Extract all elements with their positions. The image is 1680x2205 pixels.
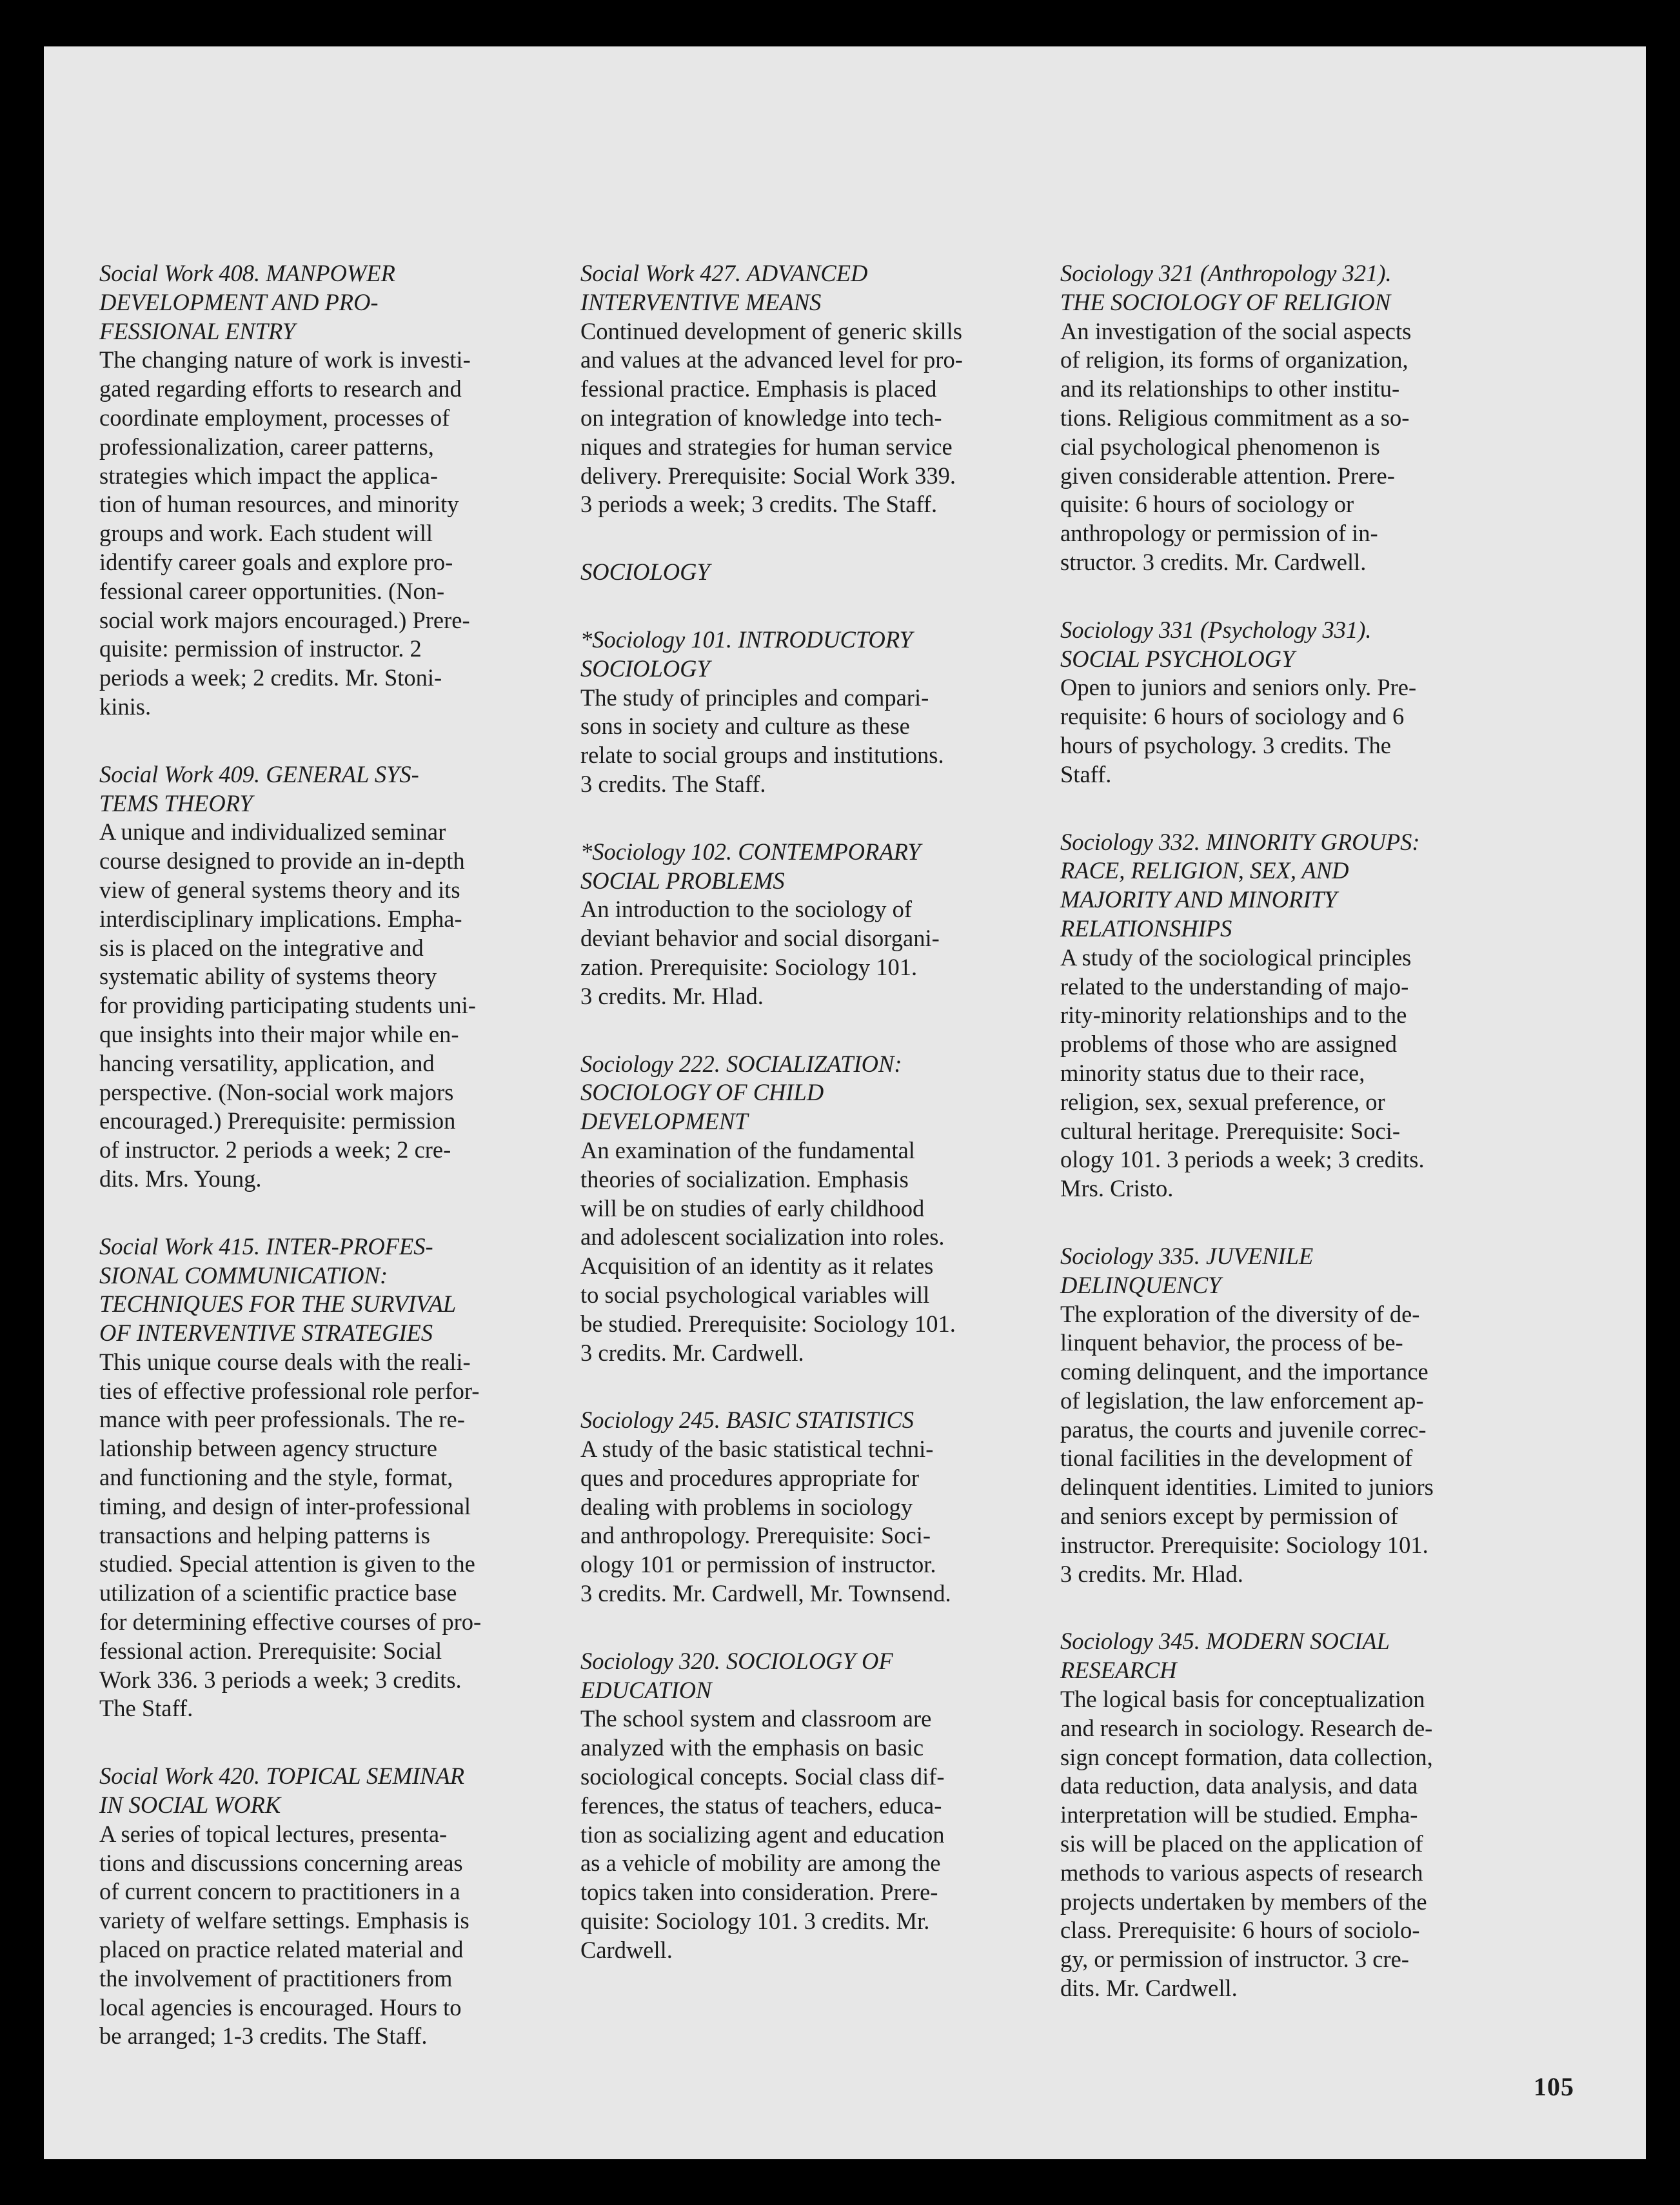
course-title: *Sociology 102. CONTEMPORARY SOCIAL PROBLEMS (580, 838, 921, 894)
course-description: The changing nature of work is investi- gated regarding efforts to research and coordinate employment, processes of professionalization, career patterns, strategies which impact the applica- tion of human resources, and minority groups and work. Each student will identify career goals and explore pro- fessional career opportunities. (Non- social work majors encouraged.) Prere- quisite: permission of instructor. 2 periods a week; 2 credits. Mr. Stoni- kinis. (99, 346, 471, 720)
course-entry (580, 1406, 1019, 1608)
course-title: Social Work 408. MANPOWER DEVELOPMENT AND PRO- FESSIONAL ENTRY (99, 260, 395, 344)
course-title: Social Work 409. GENERAL SYS- TEMS THEORY (99, 760, 419, 816)
course-description: Open to juniors and seniors only. Pre- requisite: 6 hours of sociology and 6 hours of psychology. 3 credits. The Staff. (1060, 674, 1417, 787)
course-title: Sociology 321 (Anthropology 321). THE SOCIOLOGY OF RELIGION (1060, 260, 1392, 315)
course-title: Sociology 245. BASIC STATISTICS (580, 1407, 914, 1434)
course-entry (99, 259, 538, 722)
course-entry (580, 1050, 1019, 1368)
course-entry (580, 626, 1019, 799)
course-title: *Sociology 101. INTRODUCTORY SOCIOLOGY (580, 626, 913, 682)
course-description: An introduction to the sociology of deviant behavior and social disorgani- zation. Prerequisite: Sociology 101. 3 credits. Mr. Hlad. (580, 896, 940, 1009)
course-description: The logical basis for conceptualization and research in sociology. Research de- sign concept formation, data collection, data reduction, data analysis, and data interpretation will be studied. Empha- sis will be placed on the application of methods to various aspects of research projects undertaken by members of the class. Prerequisite: 6 hours of sociolo- gy, or permission of instructor. 3 cre- dits. Mr. Cardwell. (1060, 1686, 1433, 2002)
course-description: The study of principles and compari- sons in society and culture as these relate to social groups and institutions. 3 credits. The Staff. (580, 684, 944, 797)
course-entry (1060, 616, 1499, 789)
course-description: An investigation of the social aspects of religion, its forms of organization, and its relationships to other institu- tions. Religious commitment as a so- cial psychological phenomenon is given considerable attention. Prere- quisite: 6 hours of sociology or anthropology or permission of in- structor. 3 credits. Mr. Cardwell. (1060, 317, 1412, 575)
course-entry (99, 760, 538, 1194)
course-entry (1060, 1242, 1499, 1589)
course-description: Continued development of generic skills and values at the advanced level for pro- fessional practice. Emphasis is placed on integration of knowledge into tech- niques and strategies for human service delivery. Prerequisite: Social Work 339. 3 periods a week; 3 credits. The Staff. (580, 317, 963, 518)
course-entry (99, 1762, 538, 2051)
course-description: The school system and classroom are analyzed with the emphasis on basic sociological concepts. Social class dif- ferences, the status of teachers, educa- tion as socializing agent and education as a vehicle of mobility are among the topics taken into consideration. Prere- quisite: Sociology 101. 3 credits. Mr. Cardwell. (580, 1705, 945, 1963)
column-2 (580, 259, 1019, 2004)
course-title: Social Work 427. ADVANCED INTERVENTIVE MEANS (580, 260, 868, 315)
course-description: A series of topical lectures, presenta- tions and discussions concerning areas of current concern to practitioners in a variety of welfare settings. Emphasis is placed on practice related material and the involvement of practitioners from local agencies is encouraged. Hours to be arranged; 1-3 credits. The Staff. (99, 1820, 469, 2050)
course-title: Sociology 331 (Psychology 331). SOCIAL PSYCHOLOGY (1060, 616, 1372, 672)
catalog-page (44, 46, 1646, 2159)
column-3 (1060, 259, 1499, 2042)
course-description: A study of the basic statistical techni- ques and procedures appropriate for dealing with problems in sociology and anthropology. Prerequisite: Soci- ology 101 or permission of instructor. 3 credits. Mr. Cardwell, Mr. Townsend. (580, 1436, 951, 1607)
course-title: Social Work 415. INTER-PROFES- SIONAL COMMUNICATION: TECHNIQUES FOR THE SURVIVAL OF INTERVENTIVE STRATEGIES (99, 1232, 457, 1347)
course-entry (580, 259, 1019, 519)
page-number: 105 (1534, 2072, 1574, 2101)
section-heading: SOCIOLOGY (580, 559, 710, 586)
course-description: This unique course deals with the reali- ties of effective professional role perfor- mance with peer professionals. The re- lationship between agency structure and functioning and the style, format, timing, and design of inter-professional transactions and helping patterns is studied. Special attention is given to the utilization of a scientific practice base for determining effective courses of pro- fessional action. Prerequisite: Social Work 336. 3 periods a week; 3 credits. The Staff. (99, 1348, 482, 1722)
course-title: Sociology 222. SOCIALIZATION: SOCIOLOGY OF CHILD DEVELOPMENT (580, 1050, 902, 1135)
course-title: Sociology 335. JUVENILE DELINQUENCY (1060, 1242, 1314, 1298)
course-description: A unique and individualized seminar course designed to provide an in-depth view of general systems theory and its interdisciplinary implications. Empha- sis is placed on the integrative and systematic ability of systems theory for providing participating students uni- que insights into their major while en- hancing versatility, application, and perspective. (Non-social work majors encouraged.) Prerequisite: permission of instructor. 2 periods a week; 2 cre- dits. Mrs. Young. (99, 818, 476, 1192)
course-entry (580, 838, 1019, 1011)
course-title: Sociology 345. MODERN SOCIAL RESEARCH (1060, 1628, 1390, 1684)
course-description: An examination of the fundamental theories of socialization. Emphasis will be on studies of early childhood and adolescent socialization into roles. Acquisition of an identity as it relates to social psychological variables will be studied. Prerequisite: Sociology 101. 3 credits. Mr. Cardwell. (580, 1136, 956, 1366)
course-title: Sociology 320. SOCIOLOGY OF EDUCATION (580, 1647, 893, 1703)
column-1 (99, 259, 538, 2090)
course-entry (580, 1647, 1019, 1965)
course-description: A study of the sociological principles related to the understanding of majo- rity-minority relationships and to the problems of those who are assigned minority status due to their race, religion, sex, sexual preference, or cultural heritage. Prerequisite: Soci- ology 101. 3 periods a week; 3 credits. Mrs. Cristo. (1060, 944, 1425, 1202)
course-entry (1060, 1627, 1499, 2002)
course-title: Sociology 332. MINORITY GROUPS: RACE, RELIGION, SEX, AND MAJORITY AND MINORITY RELATIONSHIPS (1060, 828, 1420, 942)
course-entry (1060, 259, 1499, 577)
course-entry (99, 1232, 538, 1724)
course-entry (1060, 828, 1499, 1203)
course-description: The exploration of the diversity of de- linquent behavior, the process of be- coming delinquent, and the importance of legislation, the law enforcement ap- paratus, the courts and juvenile correc- tional facilities in the development of delinquent identities. Limited to juniors and seniors except by permission of instructor. Prerequisite: Sociology 101. 3 credits. Mr. Hlad. (1060, 1300, 1434, 1587)
course-title: Social Work 420. TOPICAL SEMINAR IN SOCIAL WORK (99, 1763, 465, 1819)
